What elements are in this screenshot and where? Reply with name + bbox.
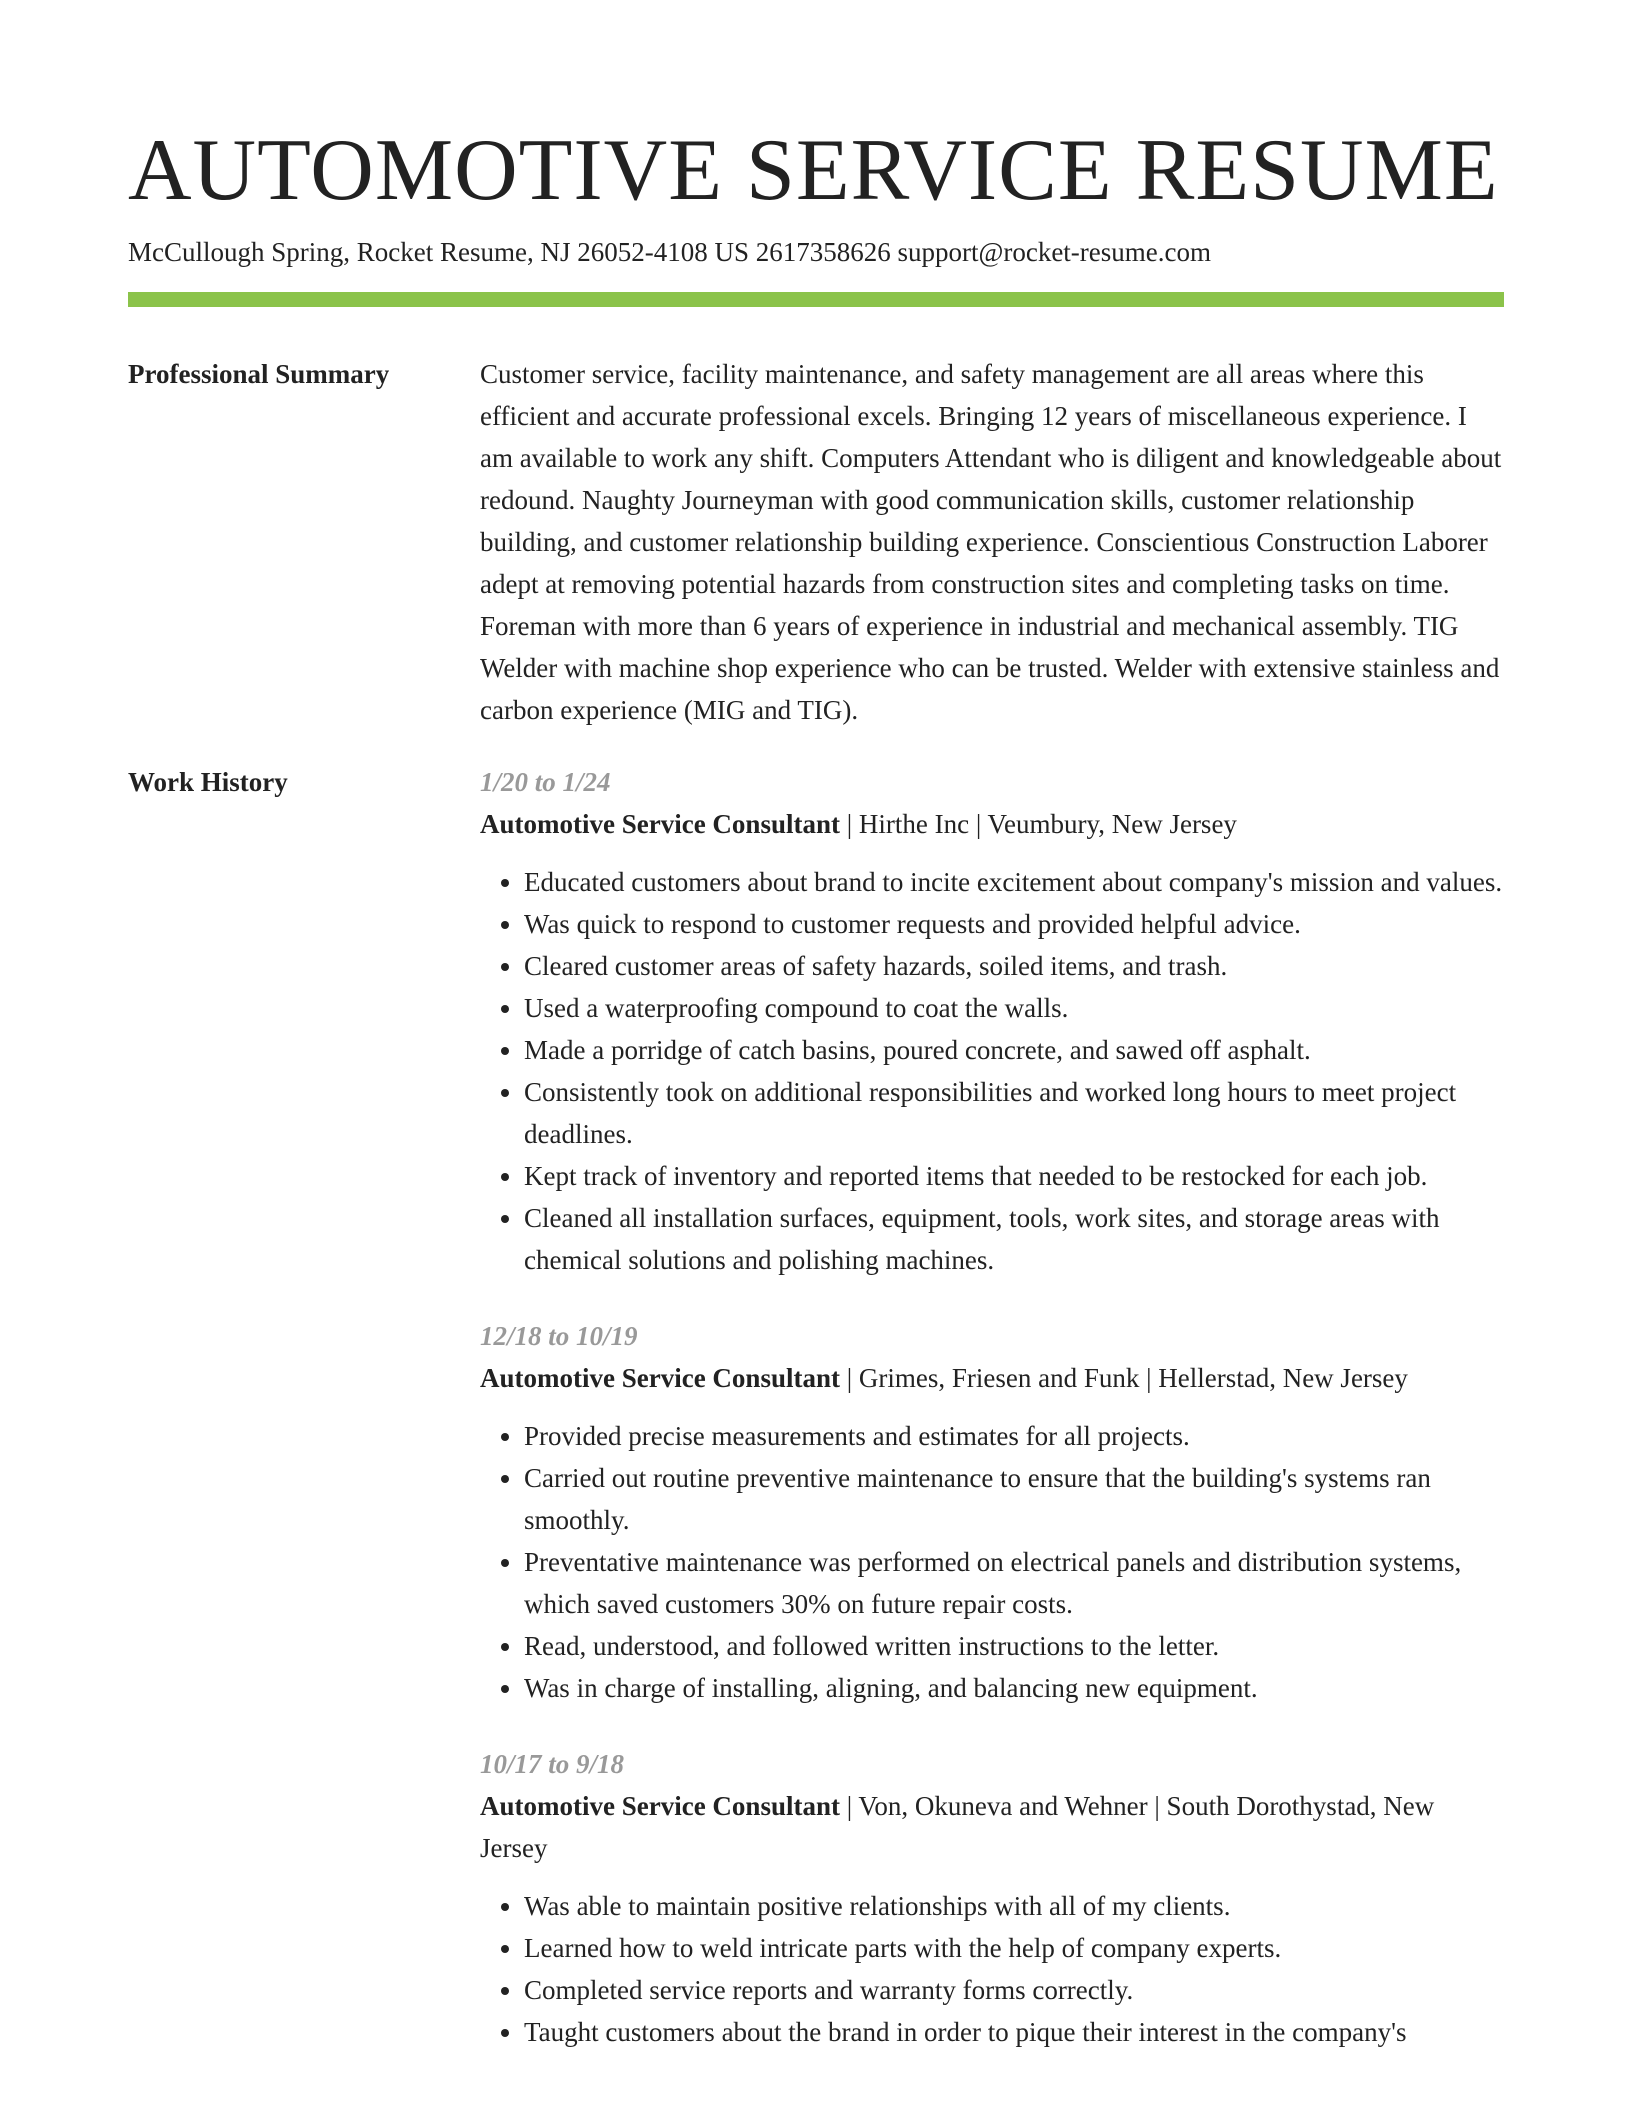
job-heading xyxy=(480,1357,1504,1399)
work-history-heading: Work History xyxy=(128,767,288,797)
job-bullets xyxy=(480,1885,1504,2053)
job-title: Automotive Service Consultant xyxy=(480,1791,840,1821)
job-entry xyxy=(480,761,1504,1281)
job-entry xyxy=(480,1743,1504,2053)
job-bullet: • Cleaned all installation surfaces, equipment, tools, work sites, and storage areas with chemical solutions and polishing machines. xyxy=(524,1197,1504,1281)
job-dates: 12/18 to 10/19 xyxy=(480,1321,638,1351)
work-history-body xyxy=(480,761,1504,2053)
job-dates: 1/20 to 1/24 xyxy=(480,767,611,797)
header-divider xyxy=(128,292,1504,307)
resume-title: AUTOMOTIVE SERVICE RESUME xyxy=(128,122,1499,219)
job-bullet: • Used a waterproofing compound to coat the walls. xyxy=(524,987,1504,1029)
job-bullet: • Was able to maintain positive relationships with all of my clients. xyxy=(524,1885,1504,1927)
job-company-location: | Von, Okuneva and Wehner | South Dorothystad, New Jersey xyxy=(480,1791,1435,1863)
job-bullet: • Carried out routine preventive maintenance to ensure that the building's systems ran smoothly. xyxy=(524,1457,1504,1541)
job-bullet: • Was in charge of installing, aligning, and balancing new equipment. xyxy=(524,1667,1504,1709)
job-bullet: • Preventative maintenance was performed on electrical panels and distribution systems, which saved customers 30% on future repair costs. xyxy=(524,1541,1504,1625)
job-heading xyxy=(480,803,1504,845)
job-bullet: • Cleared customer areas of safety hazards, soiled items, and trash. xyxy=(524,945,1504,987)
job-heading xyxy=(480,1785,1504,1869)
summary-body xyxy=(480,353,1504,731)
job-bullets xyxy=(480,861,1504,1281)
summary-section xyxy=(128,353,1504,731)
job-title: Automotive Service Consultant xyxy=(480,809,840,839)
job-bullet: • Completed service reports and warranty forms correctly. xyxy=(524,1969,1504,2011)
summary-text: Customer service, facility maintenance, and safety management are all areas where this efficient and accurate professional excels. Bringing 12 years of miscellaneous experience. I am available to work any shift. Computers Attendant who is diligent and knowledgeable about redound. Naughty Journeyman with good communication skills, customer relationship building, and customer relationship building experience. Conscientious Construction Laborer adept at removing potential hazards from construction sites and completing tasks on time. Foreman with more than 6 years of experience in industrial and mechanical assembly. TIG Welder with machine shop experience who can be trusted. Welder with extensive stainless and carbon experience (MIG and TIG). xyxy=(480,359,1502,725)
job-entry xyxy=(480,1315,1504,1709)
job-bullet: • Educated customers about brand to incite excitement about company's mission and values. xyxy=(524,861,1504,903)
job-company-location: | Grimes, Friesen and Funk | Hellerstad, New Jersey xyxy=(839,1363,1408,1393)
job-bullet: • Was quick to respond to customer requests and provided helpful advice. xyxy=(524,903,1504,945)
job-bullet: • Read, understood, and followed written instructions to the letter. xyxy=(524,1625,1504,1667)
job-bullet: • Made a porridge of catch basins, poured concrete, and sawed off asphalt. xyxy=(524,1029,1504,1071)
resume-page xyxy=(128,0,1504,2053)
job-title: Automotive Service Consultant xyxy=(480,1363,840,1393)
contact-info: McCullough Spring, Rocket Resume, NJ 26052-4108 US 2617358626 support@rocket-resume.com xyxy=(128,237,1212,267)
job-bullet: • Taught customers about the brand in order to pique their interest in the company's xyxy=(524,2011,1504,2053)
work-history-section xyxy=(128,761,1504,2053)
job-bullet: • Kept track of inventory and reported items that needed to be restocked for each job. xyxy=(524,1155,1504,1197)
job-bullet: • Provided precise measurements and estimates for all projects. xyxy=(524,1415,1504,1457)
summary-heading: Professional Summary xyxy=(128,359,390,389)
job-dates: 10/17 to 9/18 xyxy=(480,1749,625,1779)
job-company-location: | Hirthe Inc | Veumbury, New Jersey xyxy=(839,809,1237,839)
job-bullets xyxy=(480,1415,1504,1709)
job-bullet: • Consistently took on additional responsibilities and worked long hours to meet project deadlines. xyxy=(524,1071,1504,1155)
job-bullet: • Learned how to weld intricate parts with the help of company experts. xyxy=(524,1927,1504,1969)
